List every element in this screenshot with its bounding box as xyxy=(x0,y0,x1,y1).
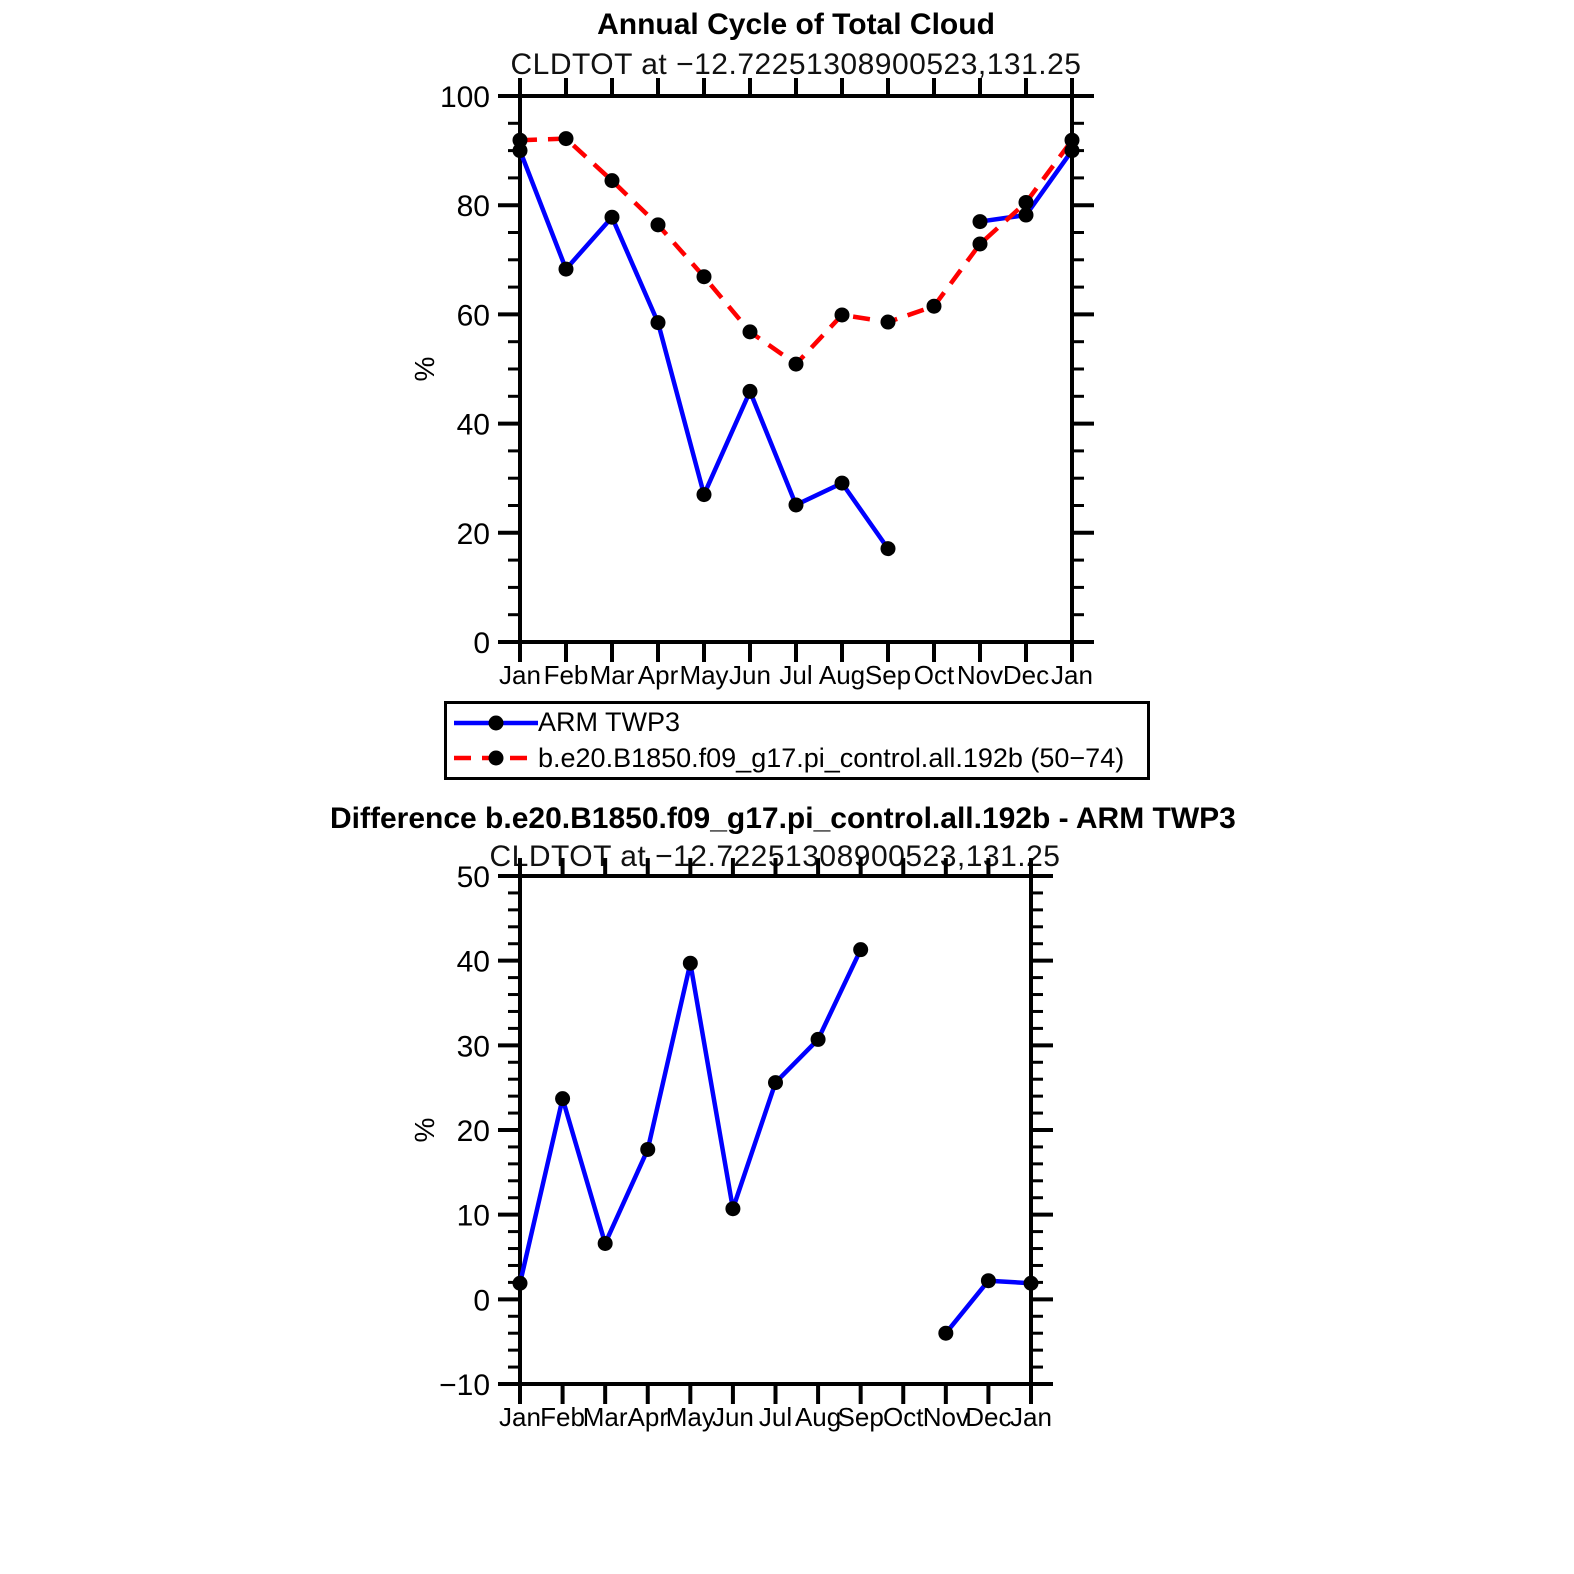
data-point-marker-s1 xyxy=(789,357,804,372)
y-tick-label: 50 xyxy=(456,861,490,894)
data-point-marker-s1 xyxy=(927,299,942,314)
data-point-marker-s0 xyxy=(605,210,620,225)
x-tick-label: Oct xyxy=(883,1402,924,1432)
legend-sample-marker xyxy=(489,751,504,766)
data-point-marker-s0 xyxy=(743,384,758,399)
legend-box xyxy=(444,701,1150,780)
legend-label-model: b.e20.B1850.f09_g17.pi_control.all.192b (50−74) xyxy=(538,742,1125,773)
x-tick-label: Jan xyxy=(499,660,541,690)
data-point-marker-s0 xyxy=(651,315,666,330)
data-point-marker-s0 xyxy=(938,1326,953,1341)
x-tick-label: May xyxy=(679,660,729,690)
x-tick-label: Jun xyxy=(729,660,771,690)
data-point-marker-s0 xyxy=(725,1201,740,1216)
data-point-marker-s0 xyxy=(513,1276,528,1291)
data-point-marker-s1 xyxy=(835,307,850,322)
legend-sample-blue-solid-line xyxy=(454,714,538,732)
chart1-plot-area xyxy=(380,78,1200,718)
x-tick-label: Apr xyxy=(637,660,679,690)
x-tick-label: Oct xyxy=(913,660,955,690)
x-tick-label: Apr xyxy=(627,1402,668,1432)
data-point-marker-s0 xyxy=(683,956,698,971)
data-point-marker-s0 xyxy=(881,541,896,556)
series-line-0 xyxy=(520,950,861,1284)
data-point-marker-s0 xyxy=(697,487,712,502)
y-tick-label: 40 xyxy=(456,408,490,442)
legend-sample-red-dashed-line xyxy=(454,749,538,767)
y-tick-label: 10 xyxy=(456,1199,490,1233)
x-tick-label: Mar xyxy=(589,660,635,690)
x-tick-label: Feb xyxy=(540,1402,585,1432)
legend-entry-arm-twp3 xyxy=(454,706,1147,740)
x-tick-label: Mar xyxy=(582,1402,628,1432)
data-point-marker-s1 xyxy=(743,324,758,339)
legend-label-arm-twp3: ARM TWP3 xyxy=(538,707,681,738)
y-tick-label: 30 xyxy=(456,1030,490,1064)
chart2-title: Difference b.e20.B1850.f09_g17.pi_control.all.192b - ARM TWP3 xyxy=(330,802,1236,835)
x-tick-label: Aug xyxy=(818,660,866,690)
y-tick-label: 20 xyxy=(456,1115,490,1148)
x-tick-label: Dec xyxy=(965,1402,1012,1432)
y-tick-label: 0 xyxy=(473,1284,490,1318)
data-point-marker-s0 xyxy=(973,214,988,229)
data-point-marker-s0 xyxy=(1024,1276,1039,1291)
x-tick-label: Jun xyxy=(711,1402,754,1432)
x-tick-label: Dec xyxy=(1002,660,1050,690)
y-tick-label: 100 xyxy=(439,81,490,114)
x-tick-label: Jul xyxy=(779,660,813,690)
data-point-marker-s0 xyxy=(640,1142,655,1157)
y-tick-label: 20 xyxy=(456,517,490,551)
series-line-1 xyxy=(520,139,1072,364)
chart2-plot-area xyxy=(380,848,1200,1488)
legend-sample-marker xyxy=(489,715,504,730)
data-point-marker-s1 xyxy=(973,236,988,251)
data-point-marker-s0 xyxy=(559,262,574,277)
x-tick-label: Jan xyxy=(499,1402,541,1432)
data-point-marker-s0 xyxy=(853,942,868,957)
x-tick-label: Aug xyxy=(794,1402,842,1432)
legend-entry-model xyxy=(454,741,1147,775)
data-point-marker-s0 xyxy=(768,1075,783,1090)
y-tick-label: 80 xyxy=(456,190,490,224)
y-axis-label: % xyxy=(409,356,440,382)
data-point-marker-s1 xyxy=(651,217,666,232)
data-point-marker-s1 xyxy=(881,315,896,330)
data-point-marker-s1 xyxy=(513,133,528,148)
data-point-marker-s0 xyxy=(981,1273,996,1288)
data-point-marker-s0 xyxy=(789,497,804,512)
x-tick-label: Jan xyxy=(1051,660,1093,690)
plot-border xyxy=(520,876,1031,1384)
x-tick-label: May xyxy=(665,1402,715,1432)
chart2-subtitle: CLDTOT at −12.72251308900523,131.25 xyxy=(489,840,1061,873)
data-point-marker-s1 xyxy=(559,131,574,146)
y-axis-label: % xyxy=(409,1117,440,1143)
x-tick-label: Sep xyxy=(864,660,912,690)
chart1-subtitle: CLDTOT at −12.72251308900523,131.25 xyxy=(510,48,1082,81)
data-point-marker-s1 xyxy=(1019,195,1034,210)
y-tick-label: −10 xyxy=(439,1369,490,1402)
data-point-marker-s1 xyxy=(605,173,620,188)
data-point-marker-s0 xyxy=(598,1236,613,1251)
x-tick-label: Sep xyxy=(837,1402,884,1432)
y-tick-label: 60 xyxy=(456,299,490,333)
data-point-marker-s1 xyxy=(1065,133,1080,148)
x-tick-label: Nov xyxy=(956,660,1004,690)
y-tick-label: 40 xyxy=(456,945,490,979)
x-tick-label: Feb xyxy=(543,660,589,690)
x-tick-label: Jan xyxy=(1010,1402,1052,1432)
y-tick-label: 0 xyxy=(473,627,490,660)
x-tick-label: Jul xyxy=(758,1402,793,1432)
data-point-marker-s0 xyxy=(811,1032,826,1047)
series-line-0 xyxy=(946,1281,1031,1333)
data-point-marker-s0 xyxy=(555,1091,570,1106)
chart1-title: Annual Cycle of Total Cloud xyxy=(597,8,995,41)
data-point-marker-s1 xyxy=(697,269,712,284)
x-tick-label: Nov xyxy=(922,1402,969,1432)
data-point-marker-s0 xyxy=(835,476,850,491)
